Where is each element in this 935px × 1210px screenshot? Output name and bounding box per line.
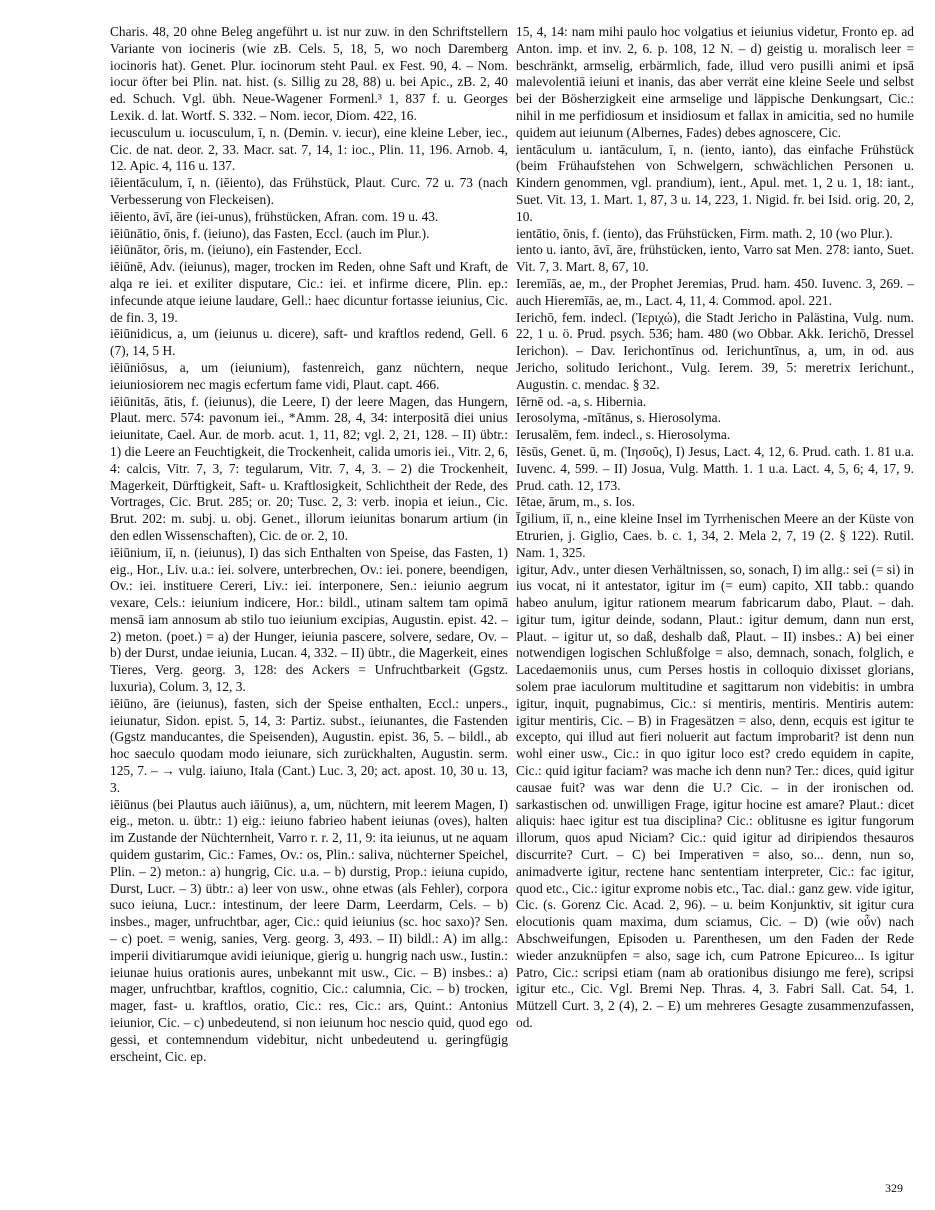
entry: iēientāculum, ī, n. (iēiento), das Frühstück, Plaut. Curc. 72 u. 73 (nach Verbesserung von Fleckeisen). <box>110 175 508 207</box>
entry: iēiūno, āre (ieiunus), fasten, sich der Speise enthalten, Eccl.: unpers., ieiunatur, Sidon. epist. 5, 14, 3: Partiz. subst., ieiunantes, die Fastenden (Ggstz manducantes, die Speisenden), Augustin. epist. 36, 5. – bildl., ab hoc saeculo quodam modo ieiunare, sich zurückhalten, Augustin. serm. 125, 7. – → vulg. iaiuno, Itala (Cant.) Luc. 3, 20; act. apost. 10, 30 u. 13, 3. <box>110 695 508 795</box>
entry: iecusculum u. iocusculum, ī, n. (Demin. v. iecur), eine kleine Leber, iec., Cic. de nat. deor. 2, 33. Macr. sat. 7, 14, 1: ioc., Plin. 11, 196. Arnob. 4, 12. Apic. 4, 116 u. 137. <box>110 124 508 174</box>
entry: iēiūnitās, ātis, f. (ieiunus), die Leere, I) der leere Magen, das Hungern, Plaut. merc. 574: pavonum iei., *Amm. 28, 4, 34: interpositā diei unius ieiunitate, Cael. Aur. de morb. acut. 1, 11, 82; vgl. 2, 21, 128. – II) übtr.: 1) die Leere an Feuchtigkeit, die Trockenheit, calida umoris iei., Vitr. 2, 6, 4: calcis, Vitr. 7, 3, 7: tegularum, Vitr. 7, 4, 3. – 2) die Trockenheit, Magerkeit, Dürftigkeit, Saft- u. Kraftlosigkeit, Schlichtheit der Rede, des Vortrages, Cic. Brut. 285; or. 20; Tusc. 2, 3: verb. inopia et ieiun., Cic. Brut. 202: m. subj. u. obj. Genet., illorum ieiunitas bonarum artium (in den edlen Wissenschaften), Cic. de or. 2, 10. <box>110 393 508 543</box>
entry: ientāculum u. iantāculum, ī, n. (iento, ianto), das einfache Frühstück (beim Frühaufstehen von Schwelgern, schwächlichen Personen u. Kindern genommen, vgl. prandium), ient., Apul. met. 1, 2 u. 1, 18: iant., Suet. Vit. 13, 1. Mart. 1, 87, 3 u. 14, 223, 1. Nigid. fr. bei Isid. orig. 20, 2, 10. <box>516 141 914 224</box>
entry: Īgilium, iī, n., eine kleine Insel im Tyrrhenischen Meere an der Küste von Etrurien, j. Giglio, Caes. b. c. 1, 34, 2. Mela 2, 7, 19 (2. § 122). Rutil. Nam. 1, 325. <box>516 511 914 560</box>
right-column <box>516 24 914 1032</box>
entry: Ieremīās, ae, m., der Prophet Jeremias, Prud. ham. 450. Iuvenc. 3, 269. – auch Hieremīās, ae, m., Lact. 4, 11, 4. Commod. apol. 221. <box>516 275 914 308</box>
entry: iēiūnium, iī, n. (ieiunus), I) das sich Enthalten von Speise, das Fasten, 1) eig., Hor., Liv. u.a.: iei. solvere, unterbrechen, Ov.: iei. ponere, beendigen, Ov.: iei. instituere Cereri, Liv.: iei. interponere, Sen.: ieiunio aegrum vexare, Cels.: ieiunium indicere, Hor.: bildl., utinam saltem tam opimā mensā iam annosum ab stilo tuo ieiunium excipias, Augustin. epist. 42. – 2) meton. (poet.) = a) der Hunger, ieiunia pascere, solvere, sedare, Ov. – b) der Durst, undae ieiunia, Lucan. 4, 332. – II) übtr., die Magerkeit, eines Tieres, Verg. georg. 3, 128: des Ackers = Unfruchtbarkeit (Ggstz. luxuria), Colum. 3, 12, 3. <box>110 544 508 695</box>
entry: iēiūnātio, ōnis, f. (ieiuno), das Fasten, Eccl. (auch im Plur.). <box>110 225 430 241</box>
entry: iēiento, āvī, āre (iei-unus), frühstücken, Afran. com. 19 u. 43. <box>110 208 439 224</box>
entry: Ierichō, fem. indecl. (Ἰεριχώ), die Stadt Jericho in Palästina, Vulg. num. 22, 1 u. ö. Prud. psych. 536; ham. 480 (wo Obbar. Akk. Ierichō, Dressel Ierichon). – Dav. Ierichontīnus od. Ierichuntīnus, a, um, in od. aus Jericho, solitudo Ierichont., Vulg. Ierem. 39, 5: meretrix Ierichunt., Augustin. c. mendac. § 32. <box>516 309 914 392</box>
entry: Charis. 48, 20 ohne Beleg angeführt u. ist nur zuw. in den Schriftstellern Variante von iocineris (wie zB. Cels. 5, 18, 5, wo noch Daremberg iocinoris hat). Genet. Plur. iocinorum steht Paul. ex Fest. 90, 4. – Nom. iocur öfter bei Plin. nat. hist. (s. Sillig zu 28, 88) u. bei Apic., zB. 2, 40 ed. Schuch. Vgl. übh. Neue-Wagener Formenl.³ 1, 837 f. u. Georges Lexik. d. lat. Wortf. S. 332. – Nom. iecor, Diom. 422, 16. <box>110 24 508 123</box>
entry: iēiūnē, Adv. (ieiunus), mager, trocken im Reden, ohne Saft und Kraft, de alqa re iei. et exiliter disputare, Cic.: iei. et infirme dicere, Plin. ep.: infecunde atque ieiune laudare, Gell.: haec dicuntur fortasse ieiunius, Cic. de fin. 3, 19. <box>110 259 508 325</box>
entry: iēiūnus (bei Plautus auch iāiūnus), a, um, nüchtern, mit leerem Magen, I) eig., meton. u. übtr.: 1) eig.: ieiuno fabrieo habent ieiunas (oves), halten im Zustande der Nüchternheit, Varro r. r. 2, 11, 9: ita ieiunus, ut ne aquam quidem gustarim, Cic.: Fames, Ov.: os, Plin.: saliva, nüchterner Speichel, Plin. – 2) meton.: a) hungrig, Cic. u.a. – b) durstig, Prop.: ieiuna cupido, Durst, Lucr. – 3) übtr.: a) leer von usw., ohne etwas (als Fehler), corpora suco ieiuna, Lucr.: intestinum, der leere Darm, Leerdarm, Cels. – b) insbes., mager, unfruchtbar, ager, Cic.: quid ieiunius (sc. hoc saxo)? Sen. – c) poet. = wenig, sanies, Verg. georg. 3, 493. – II) bildl.: A) im allg.: imperii divitiarumque avidi ieiunique, gierig u. hungrig nach usw., Iustin.: ieiunae huius orationis aures, unbekannt mit usw., Cic. – B) insbes.: a) mager, unfruchtbar, kraftlos, cognitio, Cic.: calumnia, Cic. – b) trocken, mager, fast- u. kraftlos, oratio, Cic.: res, Cic.: ars, Quint.: Antonius ieiunior, Cic. – c) unbedeutend, si non ieiunum hoc nescio quid, quod ego gessi, et contemnendum videbitur, nicht unbedeutend u. geringfügig erscheint, Cic. ep. <box>110 796 508 1064</box>
entry: 15, 4, 14: nam mihi paulo hoc volgatius et ieiunius videtur, Fronto ep. ad Anton. imp. et inv. 2, 6. p. 108, 12 N. – d) geistig u. moralisch leer = beschränkt, armselig, erbärmlich, fade, illud vero pusilli animi et ipsā malevolentiā ieiuni et inanis, das aber verrät eine kleine Seele und selbst bei der Bösherzigkeit eine armselige und läppische Denkungsart, Cic.: nihil in me perfidiosum et insidiosum et fallax in amicitia, sed no humile quidem aut ieiunum (Albernes, Fades) debes agnoscere, Cic. <box>516 24 914 140</box>
entry: ientātio, ōnis, f. (iento), das Frühstücken, Firm. math. 2, 10 (wo Plur.). <box>516 225 893 241</box>
entry: iēiūnātor, ōris, m. (ieiuno), ein Fastender, Eccl. <box>110 242 362 258</box>
page-number: 329 <box>885 1181 903 1195</box>
entry: igitur, Adv., unter diesen Verhältnissen, so, sonach, I) im allg.: sei (= si) in ius vocat, ni it antestator, igitur im (= eum) capito, XII tabb.: quando habeo anulum, igitur rationem mearum fabricarum dabo, Plaut. – dah. igitur tum, igitur deinde, sodann, Plaut.: igitur demum, dann nun erst, Plaut. – igitur ut, so daß, deshalb daß, Plaut. – II) insbes.: A) bei einer notwendigen logischen Schlußfolge = also, demnach, sonach, folglich, e Lacedaemoniis unus, cum Perses hostis in colloquio dixisset glorians, solem prae iaculorum multitudine et sagittarum non videbitis: in umbra igitur, inquit, pugnabimus, Cic.: si mentiris, mentiris. Mentiris autem: igitur mentiris, Cic. – B) in Fragesätzen = also, denn, ecquis est igitur te excepto, qui illud aut fieri noluerit aut factum improbarit? ist denn nun wohl einer usw., Cic.: in quo igitur loco est? credo equidem in capite, Cic.: quid igitur faciam? was mache ich denn nun? Ter.: dices, quid igitur causae fuit? was war denn die U.? Cic. – in der ironischen od. sarkastischen od. unwilligen Frage, igitur hocine est amare? Plaut.: dicet aliquis: haec igitur est tua disciplina? Cic.: oblitusne es igitur fungorum illorum, quos apud Niciam? Cic.: quid igitur ad diripiendos thesauros discurrite? Curt. – C) bei Imperativen = also, so... denn, nun so, animadverte igitur, rectene hanc sententiam interpreter, Cic.: fac igitur, quod etc., Cic.: igitur exprome nobis etc., Tac. dial.: ganz gew. vide igitur, Cic. (s. Gorenz Cic. Acad. 2, 96). – u. beim Konjunktiv, sit igitur cura elocutionis quam maxima, dum sciamus, Cic. – D) (wie οὖν) nach Abschweifungen, Episoden u. Parenthesen, um den Faden der Rede wieder anzuknüpfen = also, sage ich, cum Patrone Epicureo... Is igitur Patro, Cic.: scripsi etiam (nam ab orationibus disiungo me fere), scripsi igitur etc., Cic. Vgl. Bremi Nep. Thras. 4, 3. Fabri Sall. Cat. 54, 1. Mützell Curt. 3, 2 (4), 2. – E) um mehreres Gesagte zusammenzufassen, od. <box>516 561 914 1031</box>
entry: Iērnē od. -a, s. Hibernia. <box>516 393 647 409</box>
entry: Ierusalēm, fem. indecl., s. Hierosolyma. <box>516 427 731 443</box>
entry: iento u. ianto, āvī, āre, frühstücken, iento, Varro sat Men. 278: ianto, Suet. Vit. 7, 3. Mart. 8, 67, 10. <box>516 242 914 275</box>
entry: iēiūnidicus, a, um (ieiunus u. dicere), saft- und kraftlos redend, Gell. 6 (7), 14, 5 H. <box>110 326 508 359</box>
left-column <box>110 24 508 1065</box>
entry: Iēsūs, Genet. ū, m. (Ἰησοῦς), I) Jesus, Lact. 4, 12, 6. Prud. cath. 1. 81 u.a. Iuvenc. 4, 599. – II) Josua, Vulg. Matth. 1. 1 u.a. Lact. 4, 5, 6; 4, 17, 9. Prud. cath. 12, 173. <box>516 443 914 493</box>
entry: Iētae, ārum, m., s. Ios. <box>516 494 635 510</box>
entry: iēiūniōsus, a, um (ieiunium), fastenreich, ganz nüchtern, neque ieiuniosiorem nec magis ecfertum fame vidi, Plaut. capt. 466. <box>110 359 508 392</box>
entry: Ierosolyma, -mītānus, s. Hierosolyma. <box>516 410 721 426</box>
